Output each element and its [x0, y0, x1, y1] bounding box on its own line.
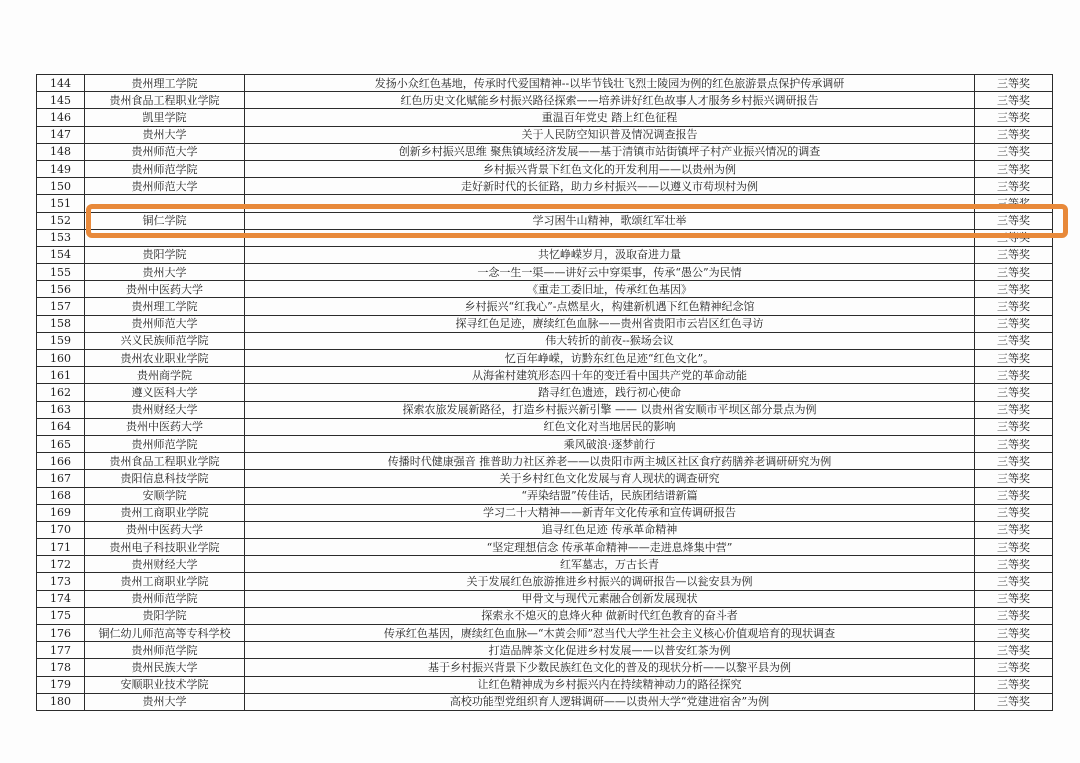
title-cell: 一念一生一渠——讲好云中穿渠事，传承“愚公”为民情 — [245, 264, 975, 281]
table-row — [37, 435, 1053, 452]
table-row — [37, 264, 1053, 281]
award-cell: 三等奖 — [975, 332, 1053, 349]
title-cell: 探寻红色足迹，赓续红色血脉——贵州省贵阳市云岩区红色寻访 — [245, 315, 975, 332]
award-cell: 三等奖 — [975, 521, 1053, 538]
award-cell: 三等奖 — [975, 642, 1053, 659]
table-row — [37, 659, 1053, 676]
row-number-cell: 168 — [37, 487, 85, 504]
table-row — [37, 556, 1053, 573]
table-row — [37, 539, 1053, 556]
table-row — [37, 590, 1053, 607]
table-row — [37, 453, 1053, 470]
table-row — [37, 350, 1053, 367]
award-cell: 三等奖 — [975, 109, 1053, 126]
title-cell: 走好新时代的长征路，助力乡村振兴——以遵义市苟坝村为例 — [245, 178, 975, 195]
school-cell: 遵义医科大学 — [85, 384, 245, 401]
award-cell: 三等奖 — [975, 556, 1053, 573]
table-row — [37, 487, 1053, 504]
award-cell: 三等奖 — [975, 487, 1053, 504]
school-cell: 贵州民族大学 — [85, 659, 245, 676]
table-row — [37, 625, 1053, 642]
row-number-cell: 170 — [37, 521, 85, 538]
title-cell: 甲骨文与现代元素融合创新发展现状 — [245, 590, 975, 607]
title-cell: 关于发展红色旅游推进乡村振兴的调研报告—以瓮安县为例 — [245, 573, 975, 590]
award-cell: 三等奖 — [975, 315, 1053, 332]
award-cell: 三等奖 — [975, 229, 1053, 246]
school-cell: 贵州中医药大学 — [85, 418, 245, 435]
table-row — [37, 143, 1053, 160]
row-number-cell: 176 — [37, 625, 85, 642]
title-cell: 踏寻红色遗迹，践行初心使命 — [245, 384, 975, 401]
row-number-cell: 151 — [37, 195, 85, 212]
table-row — [37, 75, 1053, 92]
highlight-box — [86, 204, 1068, 238]
title-cell: 乘风破浪·逐梦前行 — [245, 435, 975, 452]
row-number-cell: 147 — [37, 126, 85, 143]
school-cell: 凯里学院 — [85, 109, 245, 126]
row-number-cell: 172 — [37, 556, 85, 573]
row-number-cell: 166 — [37, 453, 85, 470]
row-number-cell: 177 — [37, 642, 85, 659]
title-cell: 创新乡村振兴思维 聚焦镇域经济发展——基于清镇市站街镇坪子村产业振兴情况的调查 — [245, 143, 975, 160]
award-cell: 三等奖 — [975, 539, 1053, 556]
school-cell: 贵州师范大学 — [85, 143, 245, 160]
table-row — [37, 315, 1053, 332]
award-cell: 三等奖 — [975, 573, 1053, 590]
school-cell: 贵州师范大学 — [85, 315, 245, 332]
row-number-cell: 174 — [37, 590, 85, 607]
title-cell: 让红色精神成为乡村振兴内在持续精神动力的路径探究 — [245, 676, 975, 693]
title-cell: 追寻红色足迹 传承革命精神 — [245, 521, 975, 538]
school-cell: 贵州工商职业学院 — [85, 504, 245, 521]
table-row — [37, 504, 1053, 521]
row-number-cell: 164 — [37, 418, 85, 435]
school-cell: 铜仁幼儿师范高等专科学校 — [85, 625, 245, 642]
title-cell: 红色历史文化赋能乡村振兴路径探索——培养讲好红色故事人才服务乡村振兴调研报告 — [245, 92, 975, 109]
title-cell: 共忆峥嵘岁月，汲取奋进力量 — [245, 246, 975, 263]
row-number-cell: 179 — [37, 676, 85, 693]
table-row — [37, 332, 1053, 349]
school-cell: 贵阳信息科技学院 — [85, 470, 245, 487]
row-number-cell: 148 — [37, 143, 85, 160]
title-cell: “弄染结盟”传佳话，民族团结谱新篇 — [245, 487, 975, 504]
school-cell: 贵州大学 — [85, 126, 245, 143]
row-number-cell: 150 — [37, 178, 85, 195]
school-cell: 贵州师范大学 — [85, 178, 245, 195]
award-cell: 三等奖 — [975, 298, 1053, 315]
row-number-cell: 144 — [37, 75, 85, 92]
table-row — [37, 642, 1053, 659]
school-cell: 贵州师范学院 — [85, 642, 245, 659]
award-cell: 三等奖 — [975, 453, 1053, 470]
title-cell: 发扬小众红色基地，传承时代爱国精神--以毕节钱壮飞烈士陵园为例的红色旅游景点保护传承调研 — [245, 75, 975, 92]
row-number-cell: 154 — [37, 246, 85, 263]
school-cell: 贵州理工学院 — [85, 298, 245, 315]
award-cell: 三等奖 — [975, 384, 1053, 401]
award-cell: 三等奖 — [975, 264, 1053, 281]
title-cell: 关于人民防空知识普及情况调查报告 — [245, 126, 975, 143]
row-number-cell: 145 — [37, 92, 85, 109]
table-row — [37, 401, 1053, 418]
award-cell: 三等奖 — [975, 126, 1053, 143]
school-cell: 贵州食品工程职业学院 — [85, 92, 245, 109]
table-row — [37, 281, 1053, 298]
award-cell: 三等奖 — [975, 195, 1053, 212]
row-number-cell: 157 — [37, 298, 85, 315]
title-cell: 红军墓志，万古长青 — [245, 556, 975, 573]
row-number-cell: 171 — [37, 539, 85, 556]
table-row — [37, 470, 1053, 487]
row-number-cell: 160 — [37, 350, 85, 367]
title-cell: 基于乡村振兴背景下少数民族红色文化的普及的现状分析——以黎平县为例 — [245, 659, 975, 676]
row-number-cell: 149 — [37, 160, 85, 177]
table-row — [37, 246, 1053, 263]
row-number-cell: 155 — [37, 264, 85, 281]
row-number-cell: 146 — [37, 109, 85, 126]
title-cell: 探索农旅发展新路径，打造乡村振兴新引擎 —— 以贵州省安顺市平坝区部分景点为例 — [245, 401, 975, 418]
row-number-cell: 158 — [37, 315, 85, 332]
school-cell: 铜仁学院 — [85, 212, 245, 229]
award-cell: 三等奖 — [975, 178, 1053, 195]
school-cell: 兴义民族师范学院 — [85, 332, 245, 349]
school-cell: 贵州理工学院 — [85, 75, 245, 92]
school-cell: 贵州师范学院 — [85, 590, 245, 607]
award-cell: 三等奖 — [975, 212, 1053, 229]
award-cell: 三等奖 — [975, 350, 1053, 367]
title-cell: 《重走工委旧址，传承红色基因》 — [245, 281, 975, 298]
school-cell: 贵州财经大学 — [85, 401, 245, 418]
school-cell: 贵州农业职业学院 — [85, 350, 245, 367]
row-number-cell: 161 — [37, 367, 85, 384]
title-cell: 传播时代健康强音 推普助力社区养老——以贵阳市两主城区社区食疗药膳养老调研研究为例 — [245, 453, 975, 470]
school-cell: 安顺职业技术学院 — [85, 676, 245, 693]
award-cell: 三等奖 — [975, 92, 1053, 109]
school-cell: 贵州师范学院 — [85, 160, 245, 177]
award-cell: 三等奖 — [975, 143, 1053, 160]
school-cell: 贵州商学院 — [85, 367, 245, 384]
title-cell: 学习二十大精神——新青年文化传承和宣传调研报告 — [245, 504, 975, 521]
title-cell: 关于乡村红色文化发展与育人现状的调查研究 — [245, 470, 975, 487]
school-cell: 贵州财经大学 — [85, 556, 245, 573]
award-cell: 三等奖 — [975, 625, 1053, 642]
title-cell: 探索永不熄灭的息烽火种 做新时代红色教育的奋斗者 — [245, 607, 975, 624]
school-cell: 贵州大学 — [85, 264, 245, 281]
school-cell: 贵阳学院 — [85, 246, 245, 263]
row-number-cell: 178 — [37, 659, 85, 676]
row-number-cell: 165 — [37, 435, 85, 452]
table-row — [37, 178, 1053, 195]
school-cell: 贵州工商职业学院 — [85, 573, 245, 590]
row-number-cell: 175 — [37, 607, 85, 624]
title-cell: “坚定理想信念 传承革命精神——走进息烽集中营” — [245, 539, 975, 556]
row-number-cell: 152 — [37, 212, 85, 229]
row-number-cell: 162 — [37, 384, 85, 401]
title-cell: 从海雀村建筑形态四十年的变迁看中国共产党的革命动能 — [245, 367, 975, 384]
award-cell: 三等奖 — [975, 470, 1053, 487]
school-cell: 贵州中医药大学 — [85, 281, 245, 298]
table-row — [37, 573, 1053, 590]
awards-table-body — [37, 75, 1053, 711]
award-cell: 三等奖 — [975, 281, 1053, 298]
table-row — [37, 693, 1053, 710]
award-cell: 三等奖 — [975, 160, 1053, 177]
award-cell: 三等奖 — [975, 676, 1053, 693]
title-cell: 传承红色基因，赓续红色血脉—“木黄会师”怼当代大学生社会主义核心价值观培育的现状调查 — [245, 625, 975, 642]
school-cell: 贵州中医药大学 — [85, 521, 245, 538]
title-cell: 学习困牛山精神，歌颂红军壮举 — [245, 212, 975, 229]
table-row — [37, 607, 1053, 624]
award-cell: 三等奖 — [975, 435, 1053, 452]
award-cell: 三等奖 — [975, 75, 1053, 92]
table-row — [37, 384, 1053, 401]
table-row — [37, 298, 1053, 315]
title-cell: 乡村振兴背景下红色文化的开发利用——以贵州为例 — [245, 160, 975, 177]
row-number-cell: 163 — [37, 401, 85, 418]
row-number-cell: 167 — [37, 470, 85, 487]
award-cell: 三等奖 — [975, 401, 1053, 418]
table-row — [37, 676, 1053, 693]
award-cell: 三等奖 — [975, 659, 1053, 676]
title-cell: 高校功能型党组织育人逻辑调研——以贵州大学“党建进宿舍”为例 — [245, 693, 975, 710]
school-cell: 贵阳学院 — [85, 607, 245, 624]
award-cell: 三等奖 — [975, 693, 1053, 710]
title-cell: 红色文化对当地居民的影响 — [245, 418, 975, 435]
table-row — [37, 367, 1053, 384]
table-row — [37, 109, 1053, 126]
award-cell: 三等奖 — [975, 418, 1053, 435]
school-cell: 贵州师范学院 — [85, 435, 245, 452]
awards-table — [36, 74, 1053, 711]
title-cell: 忆百年峥嵘，访黔东红色足迹“红色文化”。 — [245, 350, 975, 367]
award-cell: 三等奖 — [975, 504, 1053, 521]
title-cell: 乡村振兴“红我心”-点燃星火，构建新机遇下红色精神纪念馆 — [245, 298, 975, 315]
title-cell: 打造品牌茶文化促进乡村发展——以普安红茶为例 — [245, 642, 975, 659]
table-row — [37, 92, 1053, 109]
award-cell: 三等奖 — [975, 246, 1053, 263]
row-number-cell: 156 — [37, 281, 85, 298]
school-cell: 贵州电子科技职业学院 — [85, 539, 245, 556]
award-cell: 三等奖 — [975, 607, 1053, 624]
title-cell: 重温百年党史 踏上红色征程 — [245, 109, 975, 126]
table-row — [37, 126, 1053, 143]
table-row — [37, 418, 1053, 435]
row-number-cell: 153 — [37, 229, 85, 246]
award-cell: 三等奖 — [975, 590, 1053, 607]
title-cell: 伟大转折的前夜--猴场会议 — [245, 332, 975, 349]
table-row — [37, 160, 1053, 177]
row-number-cell: 159 — [37, 332, 85, 349]
school-cell: 贵州大学 — [85, 693, 245, 710]
row-number-cell: 173 — [37, 573, 85, 590]
row-number-cell: 180 — [37, 693, 85, 710]
school-cell: 贵州食品工程职业学院 — [85, 453, 245, 470]
row-number-cell: 169 — [37, 504, 85, 521]
school-cell: 安顺学院 — [85, 487, 245, 504]
table-row — [37, 521, 1053, 538]
award-cell: 三等奖 — [975, 367, 1053, 384]
